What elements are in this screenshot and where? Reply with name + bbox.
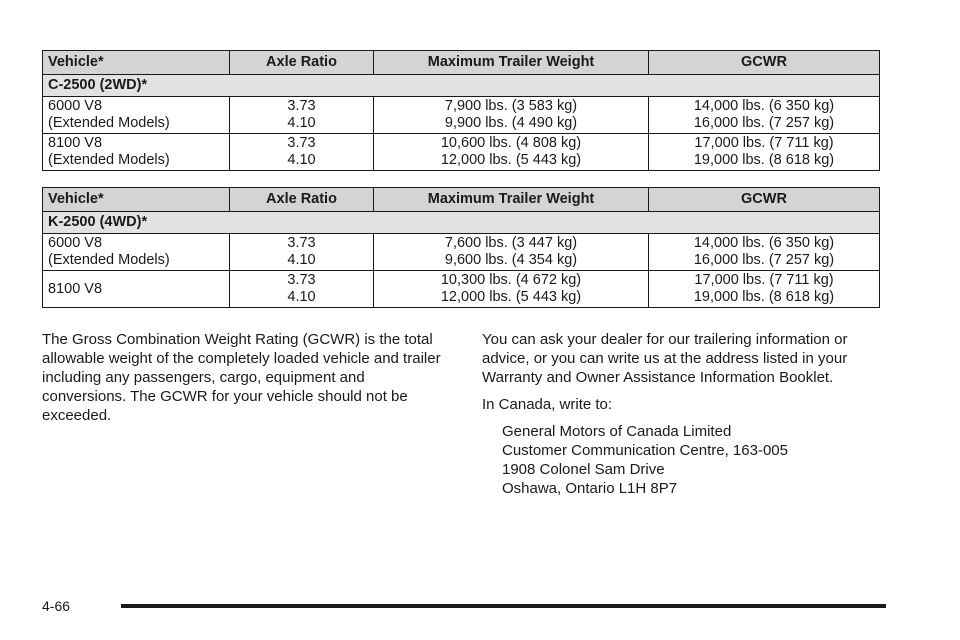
header-vehicle: Vehicle* [43, 188, 230, 212]
mailing-address [502, 422, 882, 498]
vehicle-line: 8100 V8 [48, 135, 103, 151]
weight-line: 7,900 lbs. (3 583 kg) [444, 98, 578, 114]
vehicle-cell [43, 134, 230, 171]
table-header-row [43, 51, 880, 75]
axle-line: 4.10 [287, 252, 316, 268]
footer-divider [121, 604, 886, 608]
table-row [43, 97, 880, 134]
weight-cell [374, 271, 649, 308]
axle-cell [230, 97, 374, 134]
page-number: 4-66 [42, 598, 71, 614]
axle-cell [230, 234, 374, 271]
vehicle-line: (Extended Models) [48, 252, 170, 268]
weight-line: 12,000 lbs. (5 443 kg) [440, 152, 582, 168]
gcwr-line: 14,000 lbs. (6 350 kg) [693, 98, 835, 114]
gcwr-line: 16,000 lbs. (7 257 kg) [693, 115, 835, 131]
weight-cell [374, 97, 649, 134]
right-column [482, 330, 882, 498]
weight-line: 9,600 lbs. (4 354 kg) [444, 252, 578, 268]
weight-line: 10,300 lbs. (4 672 kg) [440, 272, 582, 288]
vehicle-line: 6000 V8 [48, 98, 103, 114]
gcwr-line: 17,000 lbs. (7 711 kg) [694, 135, 834, 151]
left-column [42, 330, 447, 425]
gcwr-line: 14,000 lbs. (6 350 kg) [693, 235, 835, 251]
weight-line: 12,000 lbs. (5 443 kg) [440, 289, 582, 305]
header-vehicle: Vehicle* [43, 51, 230, 75]
vehicle-cell [43, 234, 230, 271]
header-axle-ratio: Axle Ratio [230, 51, 374, 75]
vehicle-cell [43, 97, 230, 134]
group-label: C-2500 (2WD)* [43, 75, 880, 97]
axle-cell [230, 271, 374, 308]
gcwr-cell [649, 97, 880, 134]
vehicle-line: 8100 V8 [48, 280, 103, 297]
address-line: Customer Communication Centre, 163-005 [502, 442, 788, 459]
vehicle-line: (Extended Models) [48, 115, 170, 131]
gcwr-paragraph: The Gross Combination Weight Rating (GCWR) is the total allowable weight of the completely loaded vehicle and trailer including any passengers, cargo, equipment and conversions. The GCWR for your vehicle should not be exceeded. [42, 331, 441, 424]
dealer-paragraph: You can ask your dealer for our trailering information or advice, or you can write us at the address listed in your Warranty and Owner Assistance Information Booklet. [482, 331, 848, 386]
weight-line: 7,600 lbs. (3 447 kg) [444, 235, 578, 251]
gcwr-cell [649, 271, 880, 308]
axle-line: 3.73 [287, 235, 316, 251]
weight-cell [374, 134, 649, 171]
table-row [43, 234, 880, 271]
weight-line: 10,600 lbs. (4 808 kg) [440, 135, 582, 151]
trailer-table-c2500 [42, 50, 880, 171]
vehicle-line: (Extended Models) [48, 152, 170, 168]
weight-line: 9,900 lbs. (4 490 kg) [444, 115, 578, 131]
axle-line: 3.73 [287, 272, 316, 288]
vehicle-cell [43, 271, 230, 308]
header-max-trailer-weight: Maximum Trailer Weight [374, 51, 649, 75]
canada-paragraph: In Canada, write to: [482, 396, 613, 413]
table-row [43, 271, 880, 308]
gcwr-cell [649, 134, 880, 171]
trailer-table-k2500 [42, 187, 880, 308]
header-gcwr: GCWR [649, 51, 880, 75]
header-max-trailer-weight: Maximum Trailer Weight [374, 188, 649, 212]
table-header-row [43, 188, 880, 212]
gcwr-cell [649, 234, 880, 271]
axle-line: 4.10 [287, 115, 316, 131]
gcwr-line: 16,000 lbs. (7 257 kg) [693, 252, 835, 268]
weight-cell [374, 234, 649, 271]
axle-line: 4.10 [287, 289, 316, 305]
axle-line: 3.73 [287, 98, 316, 114]
gcwr-line: 19,000 lbs. (8 618 kg) [693, 289, 835, 305]
axle-cell [230, 134, 374, 171]
header-axle-ratio: Axle Ratio [230, 188, 374, 212]
group-row [43, 212, 880, 234]
gcwr-line: 17,000 lbs. (7 711 kg) [694, 272, 834, 288]
table-row [43, 134, 880, 171]
gcwr-line: 19,000 lbs. (8 618 kg) [693, 152, 835, 168]
group-row [43, 75, 880, 97]
header-gcwr: GCWR [649, 188, 880, 212]
axle-line: 3.73 [287, 135, 316, 151]
vehicle-line: 6000 V8 [48, 235, 103, 251]
group-label: K-2500 (4WD)* [43, 212, 880, 234]
address-line: Oshawa, Ontario L1H 8P7 [502, 480, 678, 497]
address-line: 1908 Colonel Sam Drive [502, 461, 665, 478]
address-line: General Motors of Canada Limited [502, 423, 732, 440]
axle-line: 4.10 [287, 152, 316, 168]
